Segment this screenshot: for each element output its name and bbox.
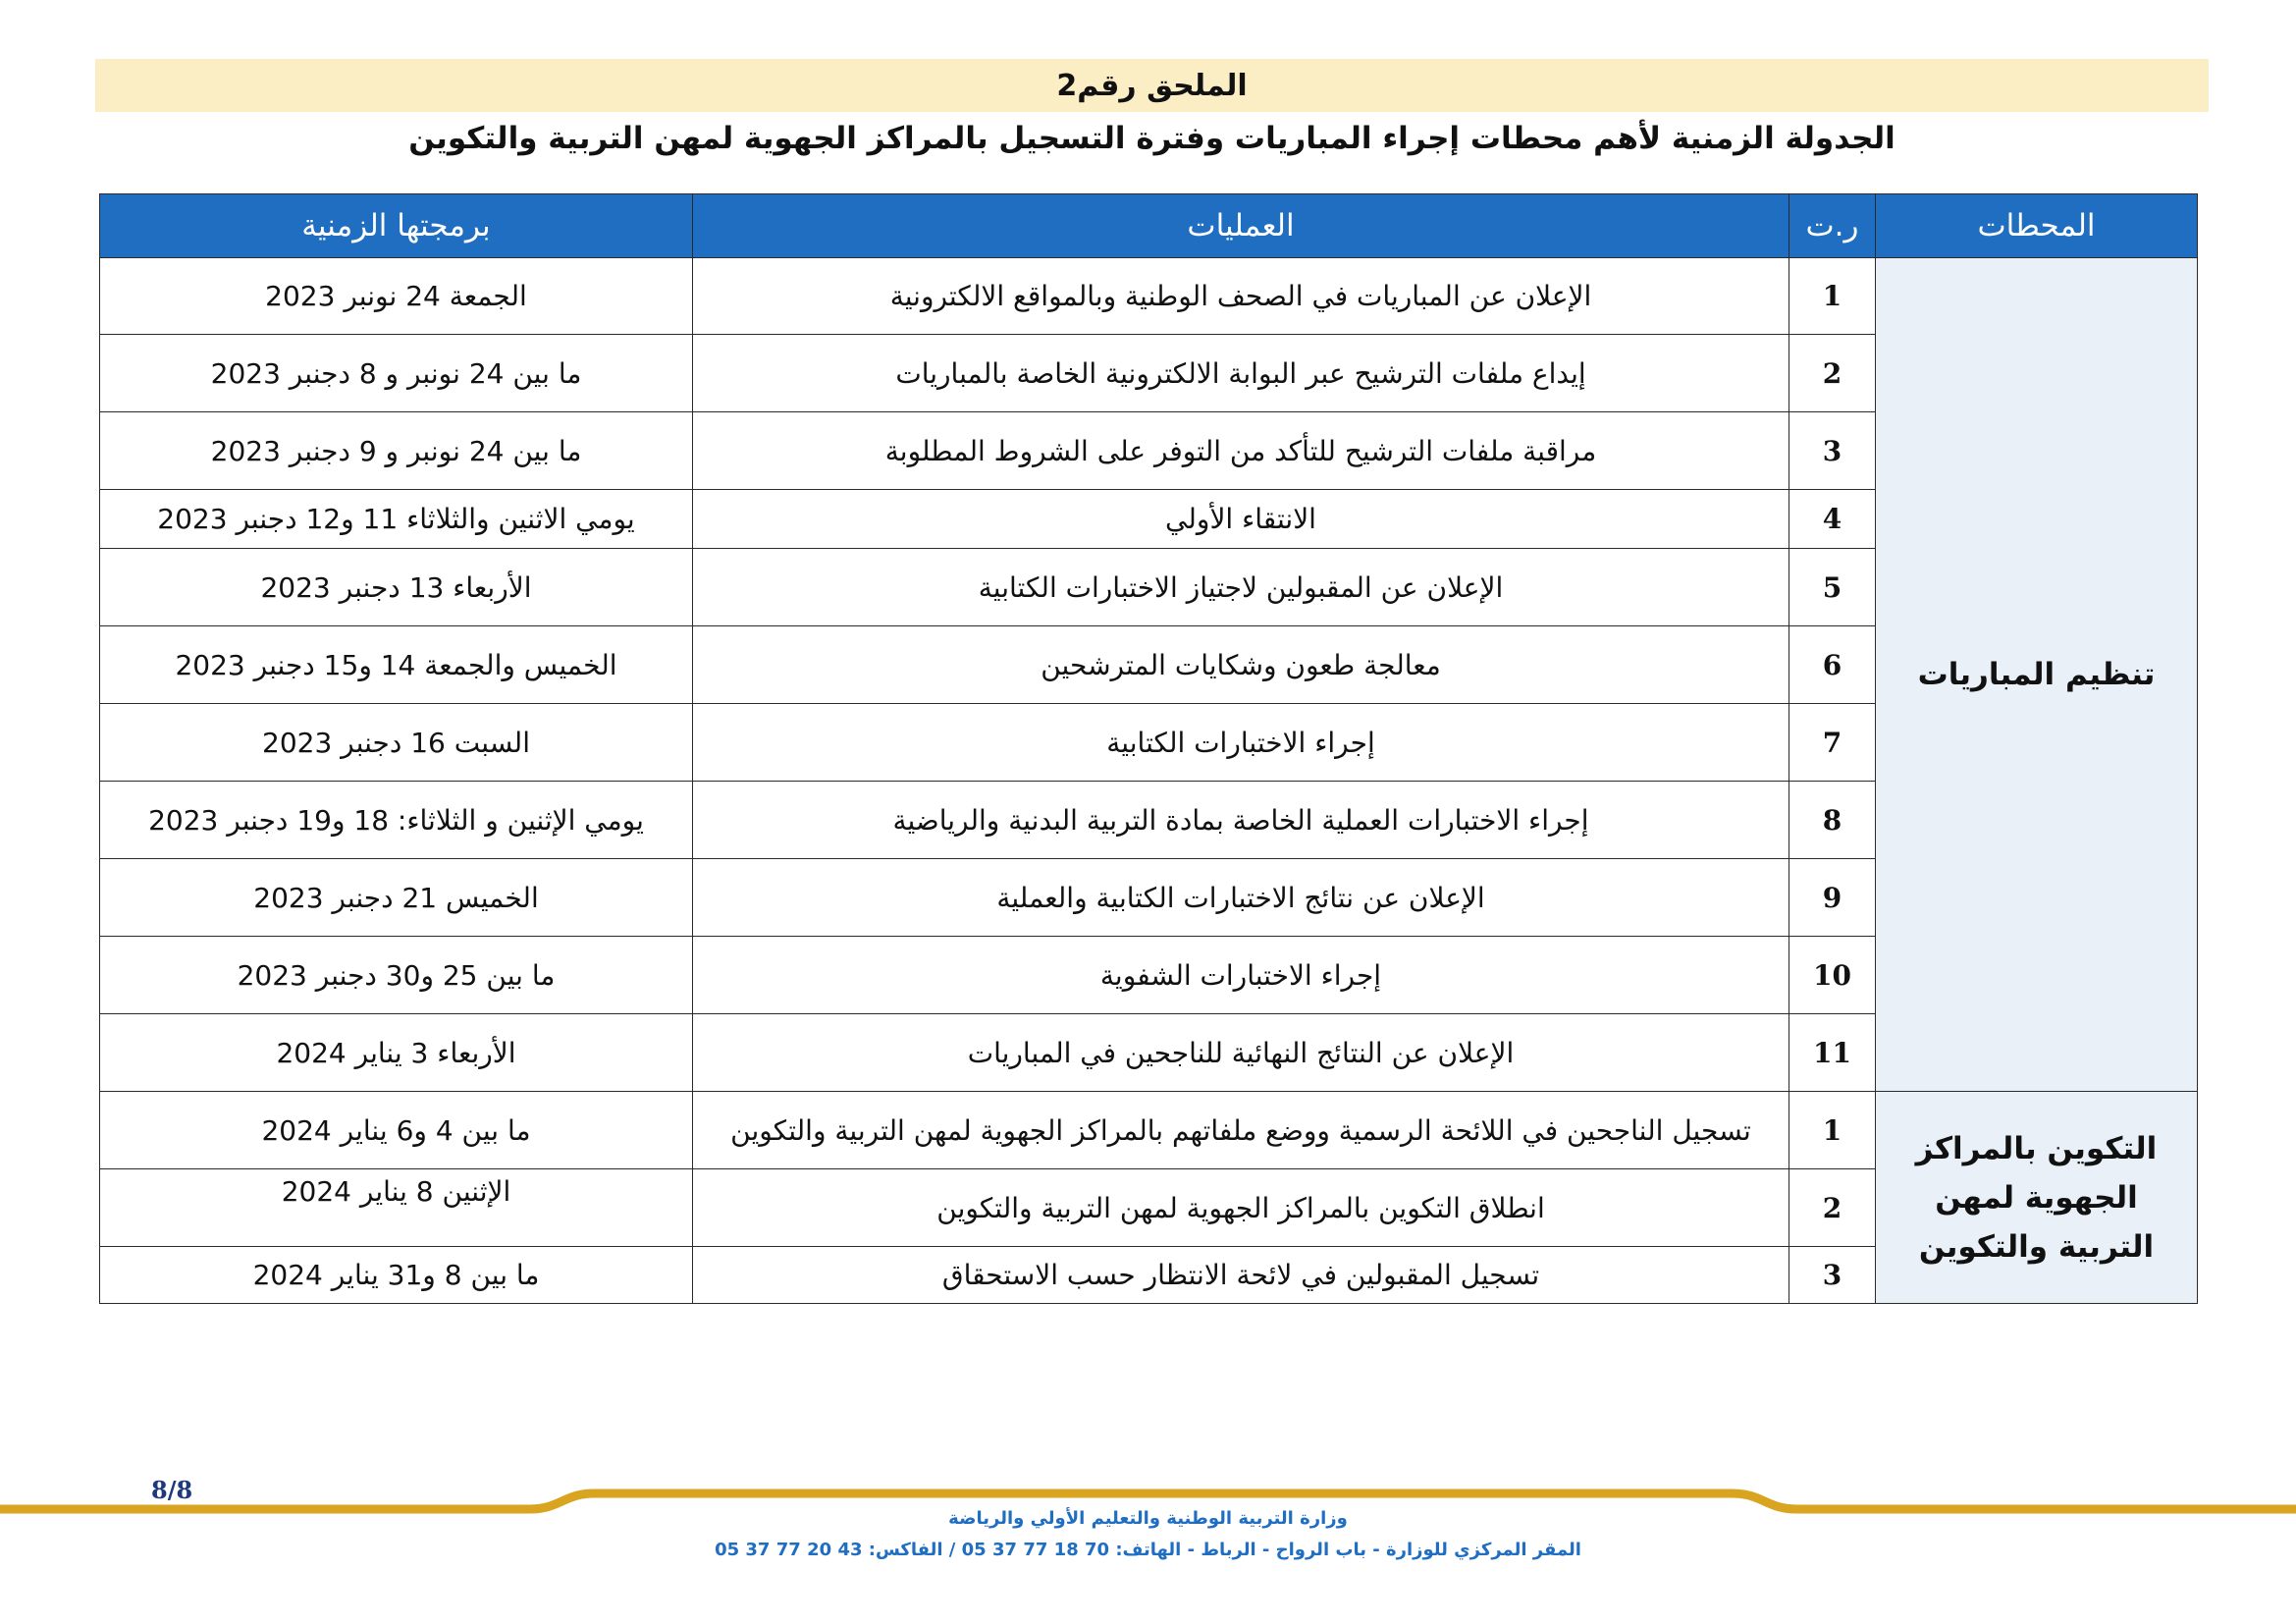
row-number: 1 [1789,258,1876,335]
row-number: 5 [1789,549,1876,626]
date-cell: الجمعة 24 نونبر 2023 [100,258,693,335]
annex-title: الملحق رقم2 [1056,68,1248,103]
schedule-table [99,193,2198,1304]
date-cell: الأربعاء 13 دجنبر 2023 [100,549,693,626]
row-number: 2 [1789,335,1876,412]
header-stages: المحطات [1876,194,2198,258]
operation-cell: إجراء الاختبارات العملية الخاصة بمادة التربية البدنية والرياضية [693,782,1789,859]
operation-cell: انطلاق التكوين بالمراكز الجهوية لمهن التربية والتكوين [693,1169,1789,1247]
operation-cell: إيداع ملفات الترشيح عبر البوابة الالكترونية الخاصة بالمباريات [693,335,1789,412]
date-cell: يومي الاثنين والثلاثاء 11 و12 دجنبر 2023 [100,490,693,549]
row-number: 8 [1789,782,1876,859]
header-operations: العمليات [693,194,1789,258]
date-cell: الخميس 21 دجنبر 2023 [100,859,693,937]
operation-cell: الإعلان عن نتائج الاختبارات الكتابية والعملية [693,859,1789,937]
operation-cell: تسجيل المقبولين في لائحة الانتظار حسب الاستحقاق [693,1247,1789,1304]
document-title: الجدولة الزمنية لأهم محطات إجراء المباريات وفترة التسجيل بالمراكز الجهوية لمهن التربية والتكوين [408,121,1896,156]
row-number: 11 [1789,1014,1876,1092]
operation-cell: الإعلان عن المباريات في الصحف الوطنية وبالمواقع الالكترونية [693,258,1789,335]
page-number: 8/8 [151,1476,193,1504]
table-header-row [100,194,2198,258]
date-cell: ما بين 4 و6 يناير 2024 [100,1092,693,1169]
row-number: 7 [1789,704,1876,782]
operation-cell: تسجيل الناجحين في اللائحة الرسمية ووضع ملفاتهم بالمراكز الجهوية لمهن التربية والتكوين [693,1092,1789,1169]
operation-cell: الإعلان عن المقبولين لاجتياز الاختبارات الكتابية [693,549,1789,626]
row-number: 4 [1789,490,1876,549]
date-cell: السبت 16 دجنبر 2023 [100,704,693,782]
row-number: 3 [1789,412,1876,490]
row-number: 6 [1789,626,1876,704]
stage-cell-competitions: تنظيم المباريات [1876,258,2198,1092]
date-cell: الخميس والجمعة 14 و15 دجنبر 2023 [100,626,693,704]
date-cell: ما بين 25 و30 دجنبر 2023 [100,937,693,1014]
footer-address: المقر المركزي للوزارة - باب الرواح - الرباط - الهاتف: 70 18 77 37 05 / الفاكس: 43 20 77 37 05 [715,1540,1581,1560]
date-cell: ما بين 24 نونبر و 8 دجنبر 2023 [100,335,693,412]
table-row [100,258,2198,335]
date-cell: ما بين 8 و31 يناير 2024 [100,1247,693,1304]
footer-ministry-name: وزارة التربية الوطنية والتعليم الأولي والرياضة [948,1508,1348,1529]
operation-cell: إجراء الاختبارات الشفوية [693,937,1789,1014]
row-number: 2 [1789,1169,1876,1247]
date-cell: ما بين 24 نونبر و 9 دجنبر 2023 [100,412,693,490]
row-number: 3 [1789,1247,1876,1304]
stage-cell-training: التكوين بالمراكز الجهوية لمهن التربية والتكوين [1876,1092,2198,1304]
operation-cell: معالجة طعون وشكايات المترشحين [693,626,1789,704]
operation-cell: مراقبة ملفات الترشيح للتأكد من التوفر على الشروط المطلوبة [693,412,1789,490]
header-schedule: برمجتها الزمنية [100,194,693,258]
row-number: 1 [1789,1092,1876,1169]
operation-cell: الانتقاء الأولي [693,490,1789,549]
table-row [100,1092,2198,1169]
annex-banner [95,59,2209,112]
date-cell: يومي الإثنين و الثلاثاء: 18 و19 دجنبر 2023 [100,782,693,859]
header-number: ر.ت [1789,194,1876,258]
date-cell: الإثنين 8 يناير 2024 [100,1169,693,1247]
operation-cell: إجراء الاختبارات الكتابية [693,704,1789,782]
date-cell: الأربعاء 3 يناير 2024 [100,1014,693,1092]
row-number: 9 [1789,859,1876,937]
operation-cell: الإعلان عن النتائج النهائية للناجحين في المباريات [693,1014,1789,1092]
row-number: 10 [1789,937,1876,1014]
